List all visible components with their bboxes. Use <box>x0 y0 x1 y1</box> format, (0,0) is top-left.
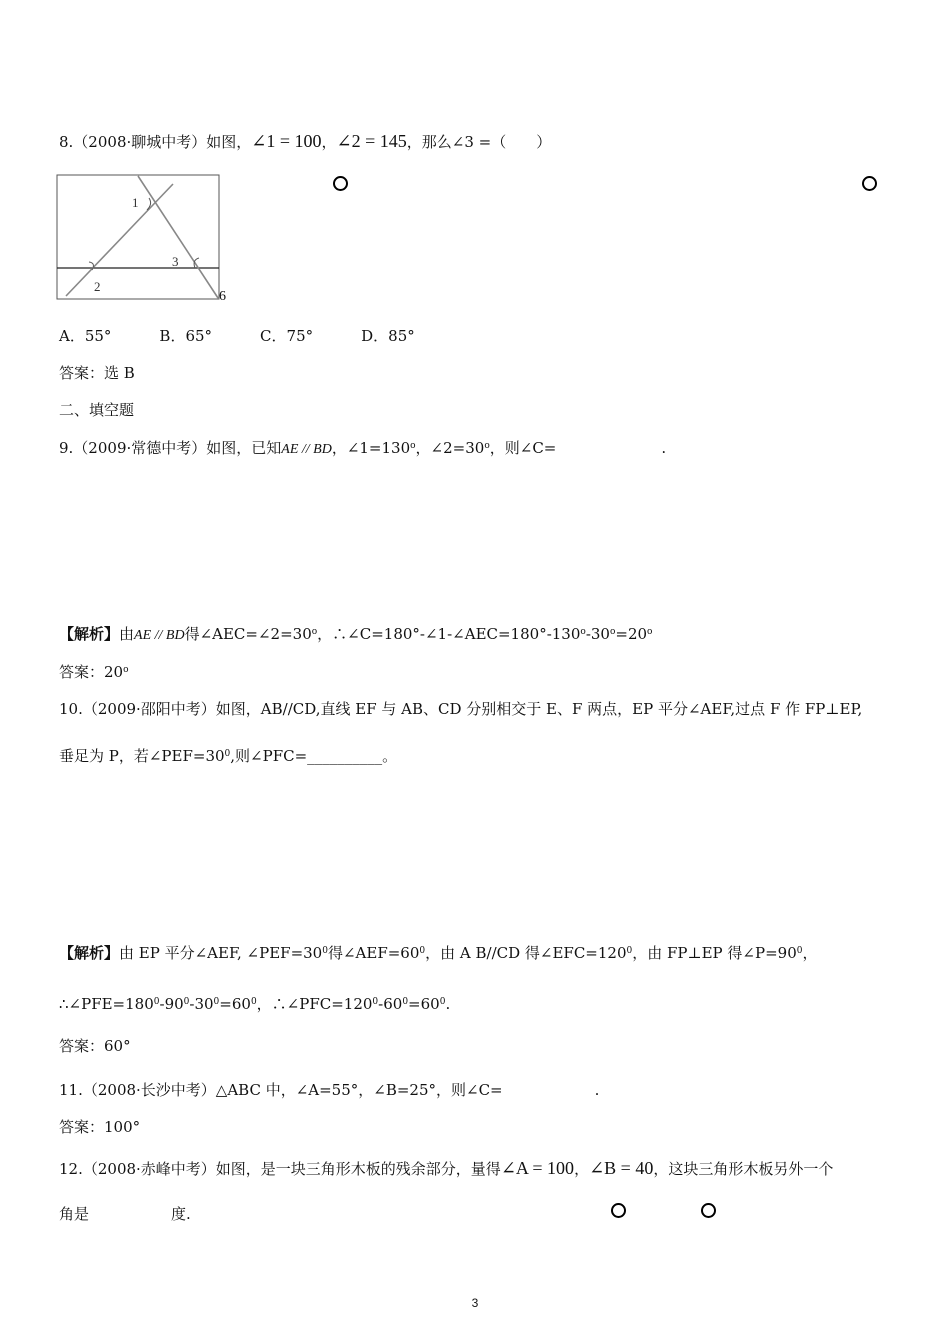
q9-analysis: 【解析】由AE // BD得$\angle AEC=\angle 2=30^o$，$\therefore\angle C=180^\circ-\angle 1-\angle AEC=180^\circ-130^o-30^o=20^o$ <box>59 625 653 643</box>
analysis-label: 【解析】 <box>59 944 120 962</box>
q12-stem-line1: 12.（2008·赤峰中考）如图，是一块三角形木板的残余部分，量得∠A = 100，∠B = 40，这块三角形木板另外一个 <box>59 1158 834 1178</box>
q9-parallel: AE // BD <box>281 442 332 457</box>
degree-circle-mark <box>862 176 877 191</box>
q10-analysis-line2: $\therefore\angle PFE=180^0-90^0-30^0=60^0$，$\therefore\angle PFC=120^0-60^0=60^0$. <box>59 995 451 1013</box>
page-number: 3 <box>471 1296 479 1310</box>
q8-angle1: ∠1 = 100 <box>251 131 322 151</box>
degree-circle-mark <box>611 1203 626 1218</box>
q10-stem-line1: 10.（2009·邵阳中考）如图，AB//CD,直线 EF 与 AB、CD 分别相交于 E、F 两点，EP 平分∠AEF,过点 F 作 FP⊥EP, <box>59 700 863 718</box>
choice-b[interactable]: B．65° <box>159 327 213 345</box>
q9-stem: 9.（2009·常德中考）如图，已知AE // BD，$\angle 1=130^o$，$\angle 2=30^o$，则∠C= . <box>59 439 667 457</box>
analysis-label: 【解析】 <box>59 625 120 643</box>
q8-answer: 答案：选 B <box>59 364 135 382</box>
degree-circle-mark <box>333 176 348 191</box>
figure-line-left <box>66 184 173 296</box>
choice-c[interactable]: C．75° <box>260 327 314 345</box>
figure-number: 6 <box>219 289 226 304</box>
q10-analysis-line1: 【解析】由 EP 平分∠AEF, $\angle PEF=30^0$得$\angle AEF=60^0$，由 A B//CD 得$\angle EFC=120^0$，由 FP⊥EP 得$\angle P=90^0$， <box>59 944 818 962</box>
q11-answer: 答案：100° <box>59 1118 141 1136</box>
q10-answer: 答案：60° <box>59 1037 131 1055</box>
q8-angle2: ∠2 = 145 <box>336 131 407 151</box>
figure-label-1: 1 <box>132 195 139 210</box>
q8-stem: 8.（2008·聊城中考）如图，∠1 = 100，∠2 = 145，那么∠3 =（ ） <box>59 131 552 151</box>
figure-label-3: 3 <box>172 254 179 269</box>
figure-line-right <box>138 176 218 298</box>
q12-angleB: ∠B = 40 <box>589 1158 654 1178</box>
figure-label-2: 2 <box>94 279 101 294</box>
degree-circle-mark <box>701 1203 716 1218</box>
choice-d[interactable]: D．85° <box>361 327 415 345</box>
q12-angleA: ∠A = 100 <box>500 1158 575 1178</box>
q8-figure <box>56 174 236 304</box>
q11-stem: 11.（2008·长沙中考）△ABC 中，∠A=55°，∠B=25°，则∠C= . <box>59 1081 600 1099</box>
q8-choices <box>59 325 463 346</box>
q12-stem-line2: 角是 度. <box>59 1205 191 1223</box>
choice-a[interactable]: A．55° <box>59 327 112 345</box>
q9-answer: 答案：20$^o$ <box>59 663 129 681</box>
section-heading: 二、填空题 <box>59 401 135 419</box>
q10-stem-line2: 垂足为 P，若$\angle PEF=30^0$,则∠PFC=__________。 <box>59 747 398 765</box>
answer-blank: __________ <box>307 747 383 765</box>
